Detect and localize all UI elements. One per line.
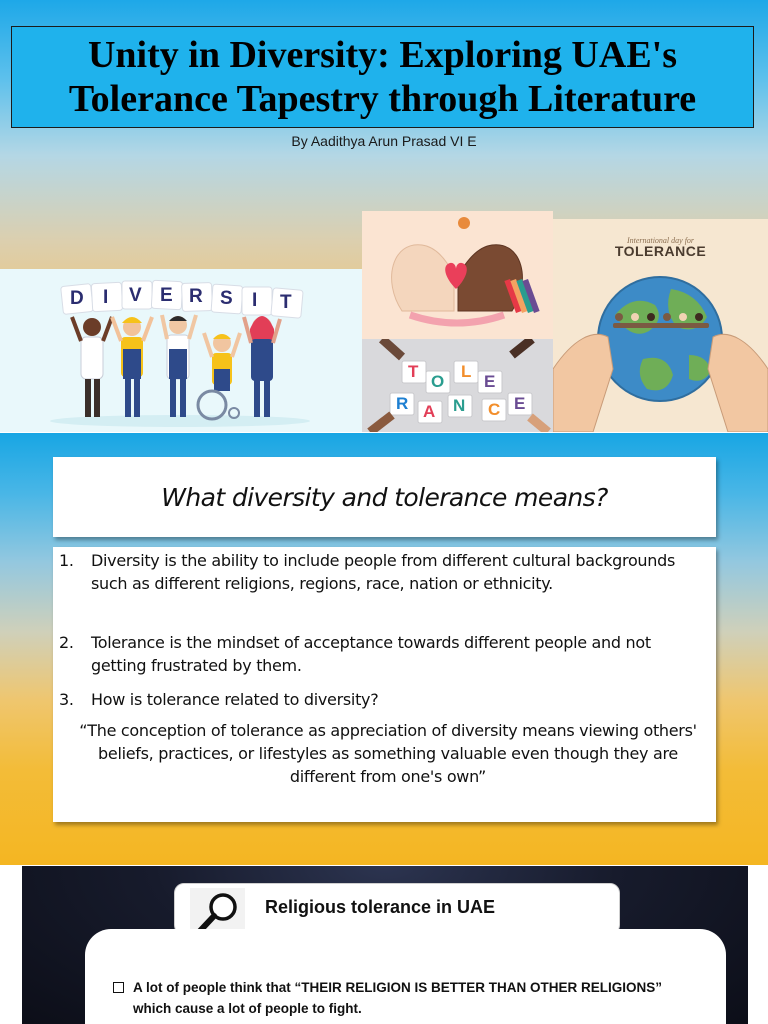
list-number: 3. — [59, 690, 74, 709]
list-text: How is tolerance related to diversity? — [91, 690, 379, 709]
tolerance-quote: “The conception of tolerance as appreciation of diversity means viewing others' beliefs, practices, or lifestyles as something valuable even though they are different from one's own” — [79, 721, 697, 786]
puzzle-letter: N — [453, 396, 466, 415]
banner-letter: T — [280, 292, 292, 313]
diversity-illustration — [0, 269, 362, 432]
globe-caption-big: TOLERANCE — [614, 243, 707, 259]
tolerance-globe-image — [553, 219, 768, 432]
globe-caption-small: International day for — [626, 236, 695, 245]
list-number: 1. — [59, 551, 74, 570]
dark-background-panel — [22, 866, 748, 1024]
tolerance-puzzle-image — [362, 339, 553, 432]
banner-letter: E — [160, 285, 173, 306]
puzzle-letter: T — [408, 362, 419, 381]
bullet-text-line-1: A lot of people think that “THEIR RELIGION IS BETTER THAN OTHER RELIGIONS” — [133, 980, 662, 995]
title-slide — [0, 0, 768, 432]
bullet-text-line-2: which cause a lot of people to fight. — [133, 1001, 362, 1016]
list-text: Tolerance is the mindset of acceptance towards different people and not getting frustrated by them. — [91, 633, 651, 675]
list-text: Diversity is the ability to include people from different cultural backgrounds such as different religions, regions, race, nation or ethnicity. — [91, 551, 676, 593]
puzzle-letter: C — [488, 400, 501, 419]
banner-letter: D — [70, 288, 84, 309]
puzzle-letter: R — [396, 394, 409, 413]
heading-box — [174, 883, 620, 935]
religious-tolerance-slide — [0, 866, 768, 1024]
title-line-2: Tolerance Tapestry through Literature — [68, 78, 697, 120]
puzzle-letter: L — [461, 362, 472, 381]
puzzle-letter: E — [484, 372, 496, 391]
author-byline: By Aadithya Arun Prasad VI E — [291, 133, 477, 149]
banner-letter: R — [189, 286, 203, 307]
heart-hands-image — [362, 211, 553, 339]
banner-letter: V — [129, 285, 142, 306]
banner-letter: I — [103, 287, 109, 308]
list-number: 2. — [59, 633, 74, 652]
title-box — [11, 26, 754, 128]
definitions-slide — [0, 433, 768, 865]
puzzle-letter: A — [423, 402, 436, 421]
question-box — [53, 457, 716, 537]
puzzle-letter: E — [514, 394, 526, 413]
puzzle-letter: O — [431, 372, 445, 391]
banner-letter: I — [252, 290, 258, 311]
definitions-list — [53, 547, 716, 822]
question-heading: What diversity and tolerance means? — [161, 482, 608, 512]
checkbox-bullet-icon — [113, 982, 124, 993]
title-line-1: Unity in Diversity: Exploring UAE's — [87, 34, 678, 76]
bullet-panel — [85, 929, 726, 1024]
banner-letter: S — [220, 288, 233, 309]
section-heading: Religious tolerance in UAE — [265, 897, 496, 917]
